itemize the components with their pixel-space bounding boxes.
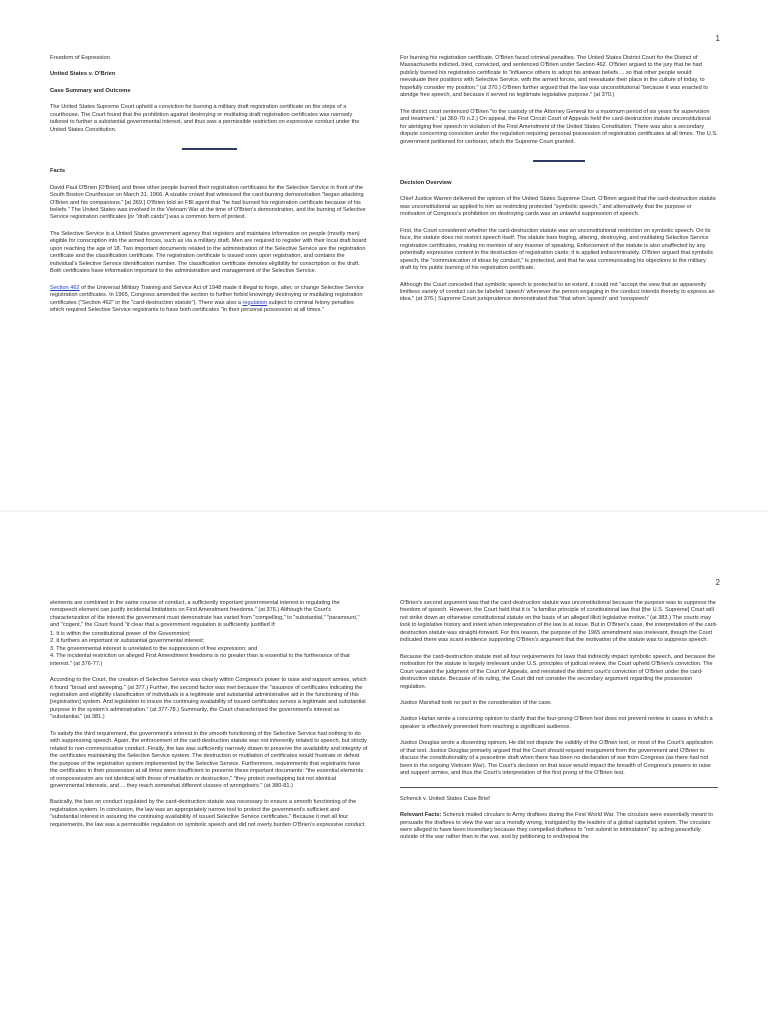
facts-paragraph	[50, 285, 368, 315]
page1-right-column	[400, 55, 718, 313]
facts-text: of the Universal Military Training and Service Act of 1948 made it illegal to forge, alter, or change Selective Service registration certificates. In 1965, Congress amended the section to further forbid knowingly destroying or mutilating registration certificates ("Section 462" or the "card-destruction statute"). There was also a	[50, 284, 364, 306]
body-paragraph: Although the Court conceded that symbolic speech is protected to an extent, it could not "accept the view that an apparently limitless variety of conduct can be labeled 'speech' whenever the person engaging in the conduct intends thereby to express an idea." (at 376.) Supreme Court jurisprudence demonstrated that "that when 'speech' and 'nonspeech'	[400, 281, 715, 303]
page1-left-column	[50, 55, 368, 323]
section-divider	[400, 787, 718, 788]
body-text: Justice Douglas wrote a dissenting opinion. He did not dispute the validity of the	[400, 740, 600, 747]
body-paragraph: To satisfy the third requirement, the government's interest in the smooth functioning of the Selective Service had nothing to do with suppressing speech. Again, the enforcement of the card-destruction statute was not inherently related to speech, but strictly related to non-communicative conduct. Finally, the law was sufficiently narrowly drawn to preserve the availability and integrity of the certificates maintaining the Selective Service system. The destruction or mutilation of certificates would frustrate or defeat the purpose of the registration system implemented by the Selective Service. Furthermore, requirements that registrants have the certificates in their possession at all times were insufficient to preserve these important documents: "the essential elements of nonpossession are not identical with those of mutilation or destruction," "they protect overlapping but not identical governmental interests, and ... they reach somewhat different classes of wrongdoers." (at 380-81.)	[50, 730, 368, 789]
document-title: Freedom of Expression	[50, 55, 110, 61]
body-paragraph: Because the card-destruction statute met all four requirements for laws that indirectly impact symbolic speech, and because the motivation for the statute is largely irrelevant under U.S. principles of judicial review, the Court upheld O'Brien's conviction. The Court vacated the judgment of the Court of Appeals, and reinstated the district court's conviction of O'Brien under the card-destruction statute. Because of its ruling, the Court did not consider the secondary argument regarding the possession regulation.	[400, 653, 716, 690]
regulation-link[interactable]: regulation	[242, 299, 268, 306]
section-divider	[182, 148, 237, 150]
brief-title: Schenck v. United States Case Brief	[400, 795, 490, 802]
body-paragraph: O'Brien's second argument was that the card-destruction statute was unconstitutional because the purpose was to suppress the freedom of speech. However, the Court held that it is "a familiar principle of constitutional law that [the U.S. Supreme] Court will not strike down an otherwise constitutional statute on the basis of an alleged illicit legislative motive." (at 383.) The courts may look to legislative history and intent when interpretation of the law is at issue. But in O'Brien's case, the interpretation of the card-destruction statute was straight-forward. For this reason, the purpose of the 1965 amendment was irrelevant, though the Court indicated there was scant evidence supporting O'Brien's argument that the motivation of the statute was to suppress speech.	[400, 600, 718, 644]
summary-heading: Case Summary and Outcome	[50, 87, 131, 94]
page-number: 1	[715, 34, 720, 43]
facts-text: subject to criminal felony penalties which required Selective Service registrants to have both certificates "in their personal possession at all times."	[50, 299, 354, 313]
page2-right-column	[400, 600, 718, 851]
body-paragraph	[400, 740, 718, 777]
decision-heading: Decision Overview	[400, 179, 452, 186]
body-paragraph: Chief Justice Warren delivered the opinion of the United States Supreme Court. O'Brien argued that the card-destruction statute was unconstitutional as applied to him as restricting protected "symbolic speech," and alternatively that the purpose or motivation of Congress's prohibition on destroying cards was an unlawful suppression of speech.	[400, 196, 716, 218]
section-462-link[interactable]: Section 462	[50, 284, 80, 291]
facts-paragraph: The Selective Service is a United States government agency that registers and maintains information on people (mostly men) eligible for conscription into the armed forces, such as via a military draft. Men are required to register with their local draft board upon reaching the age of 18. Two important documents related to the administration of the Selective Service are the registration certificate and the classification certificate. The registration certificate is issued soon upon registration, and contains the individual's Selective Service identification number. The classification certificate denotes eligibility for conscription or the draft. Both certificates have information important to the administration and management of the Selective Service.	[50, 230, 367, 275]
requirements-list	[50, 631, 368, 668]
body-paragraph: elements are combined in the same course of conduct, a sufficiently important governmental interest in regulating the nonspeech element can justify incidental limitations on First Amendment freedoms." (at 376.) Although the Court's characterization of the interest the government must demonstrate has varied from "compelling," to "substantial," "paramount," and "cogent," the Court found "it clear that a government regulation is sufficiently justified if:	[50, 600, 360, 629]
body-paragraph: According to the Court, the creation of Selective Service was clearly within Congress's power to raise and support armies, which it found "broad and sweeping." (at 377.) Further, the second factor was met because the "issuance of certificates indicating the registration and eligibility classification of individuals is a legitimate and substantial administrative aid in the functioning of this [registration] system. And legislation to insure the continuing availability of issued certificates serves a legitimate and substantial purpose in the system's administration." (at 377-78.) Summarily, the Court characterized the government's interest as "substantial." (at 381.)	[50, 677, 367, 721]
brief-text: Schenck mailed circulars to Army draftees during the First World War. The circulars were essentially meant to persuade the draftees to view the war as a morally wrong, instigated by the leaders of a global capitalist system. The circulars were alleged to have been incendiary because they compelled draftees to "not submit to intimidation" by acting peacefully outside of the war rather than in the war, and by petitioning to end/repeal the	[400, 812, 713, 841]
body-paragraph: The district court sentenced O'Brien "to the custody of the Attorney General for a maximum period of six years for supervision and treatment." (at 369-70 n.2.) On appeal, the First Circuit Court of Appeals held the card-destruction statute unconstitutional for abridging free speech in violation of the First Amendment of the United States Constitution. There was also a secondary dispute concerning conviction under the regulation requiring personal possession of registration certificates at all times. The U.S. government petitioned for certiorari, which the Supreme Court granted.	[400, 108, 718, 145]
list-item: 1. It is within the constitutional power of the Government;	[50, 630, 191, 637]
body-paragraph: First, the Court considered whether the card-destruction statute was an unconstitutional restriction on symbolic speech. On its face, the statute does not restrict speech itself. The statute bars forging, altering, destroying, and mutilating Selective Service registration certificates, making no mention of any manner of speaking. Enforcement of the statute is also unaffected by any potentially expressive content in the destruction of registration cards; it is applied indiscriminately. O'Brien argued that symbolic speech, the "communication of ideas by conduct," is protected, and that he was communicating his objections to the military draft by his public burning of his registration certificate.	[400, 227, 714, 272]
body-paragraph: For burning his registration certificate, O'Brien faced criminal penalties. The United States District Court for the District of Massachusetts indicted, tried, convicted, and sentenced O'Brien under Section 462. O'Brien argued to the jury that he had publicly burned his registration certificate to "influence others to adopt his antiwar beliefs ... so that other people would reevaluate their positions with Selective Service, with the armed forces, and reevaluate their place in the culture of today, to hopefully consider my position." (at 370.) O'Brien further argued that the law was unconstitutional "because it was enacted to abridge free speech, and because it served no legitimate legislative purpose." (at 370.)	[400, 55, 708, 99]
brief-label: Relevant Facts:	[400, 812, 442, 819]
case-name: United States v. O'Brien	[50, 71, 116, 78]
body-text: test, or most of the Court's application of that test. Justice Douglas primarily argued that the Court should request reargument from the government and O'Brien to discuss the constitutionality of a peacetime draft when there has been no declaration of war from Congress (as there had not been in the ongoing Vietnam War). The Court's decision on that issue would impact the breadth of Congress's powers to raise and support armies, and thus the Court's interpretation of the first prong of the O'Brien test.	[400, 740, 713, 777]
list-item: 3. The governmental interest is unrelated to the suppression of free expression; and	[50, 645, 258, 652]
page2-left-column	[50, 600, 368, 838]
emphasis-text: O'Brien	[599, 740, 618, 747]
body-paragraph: Justice Marshall took no part in the consideration of the case.	[400, 699, 552, 706]
document-page-2	[0, 512, 768, 1024]
facts-paragraph: David Paul O'Brien [O'Brien] and three other people burned their registration certificates for the Selective Service in front of the South Boston Courthouse on March 31, 1966. A sizable crowd that witnessed the card-burning demonstration "began attacking O'Brien and his companions." [at 369.] O'Brien told an FBI agent that "he had burned his registration certificate because of his beliefs." The United States was involved in the Vietnam War at the time of O'Brien's demonstration, and the burning of Selective Service registration certificates [or "draft cards"] was a common form of protest.	[50, 184, 366, 221]
facts-heading: Facts	[50, 168, 66, 175]
section-divider	[533, 160, 585, 162]
page-number: 2	[715, 578, 720, 587]
brief-paragraph	[400, 812, 718, 842]
list-item: 2. It furthers an important or substantial governmental interest;	[50, 638, 205, 645]
body-paragraph: Justice Harlan wrote a concurring opinion to clarify that the four-prong O'Brien test does not prevent review in cases in which a speaker is effectively prevented from reaching a significant audience.	[400, 716, 713, 730]
body-paragraph: Basically, the ban on conduct regulated by the card-destruction statute was necessary to ensure a smooth functioning of the registration system. In conclusion, the law was an appropriately narrow tool to protect the government's sufficient and "substantial interest in assuring the continuing availability of issued Selective Service certificates." Because it met all four requirements, the law was a permissible regulation on symbolic speech and did not overly burden O'Brien's expressive conduct.	[50, 799, 366, 828]
summary-paragraph: The United States Supreme Court upheld a conviction for burning a military draft registration certificate on the steps of a courthouse. The Court found that the prohibition against destroying or mutilating draft registration certificates was narrowly tailored to further a substantial governmental interest, and thus was a permissible restriction on expressive conduct under the United States Constitution.	[50, 104, 360, 133]
list-item: 4. The incidental restriction on alleged First Amendment freedoms is no greater than is essential to the furtherance of that interest." (at 376-77.)	[50, 653, 350, 667]
